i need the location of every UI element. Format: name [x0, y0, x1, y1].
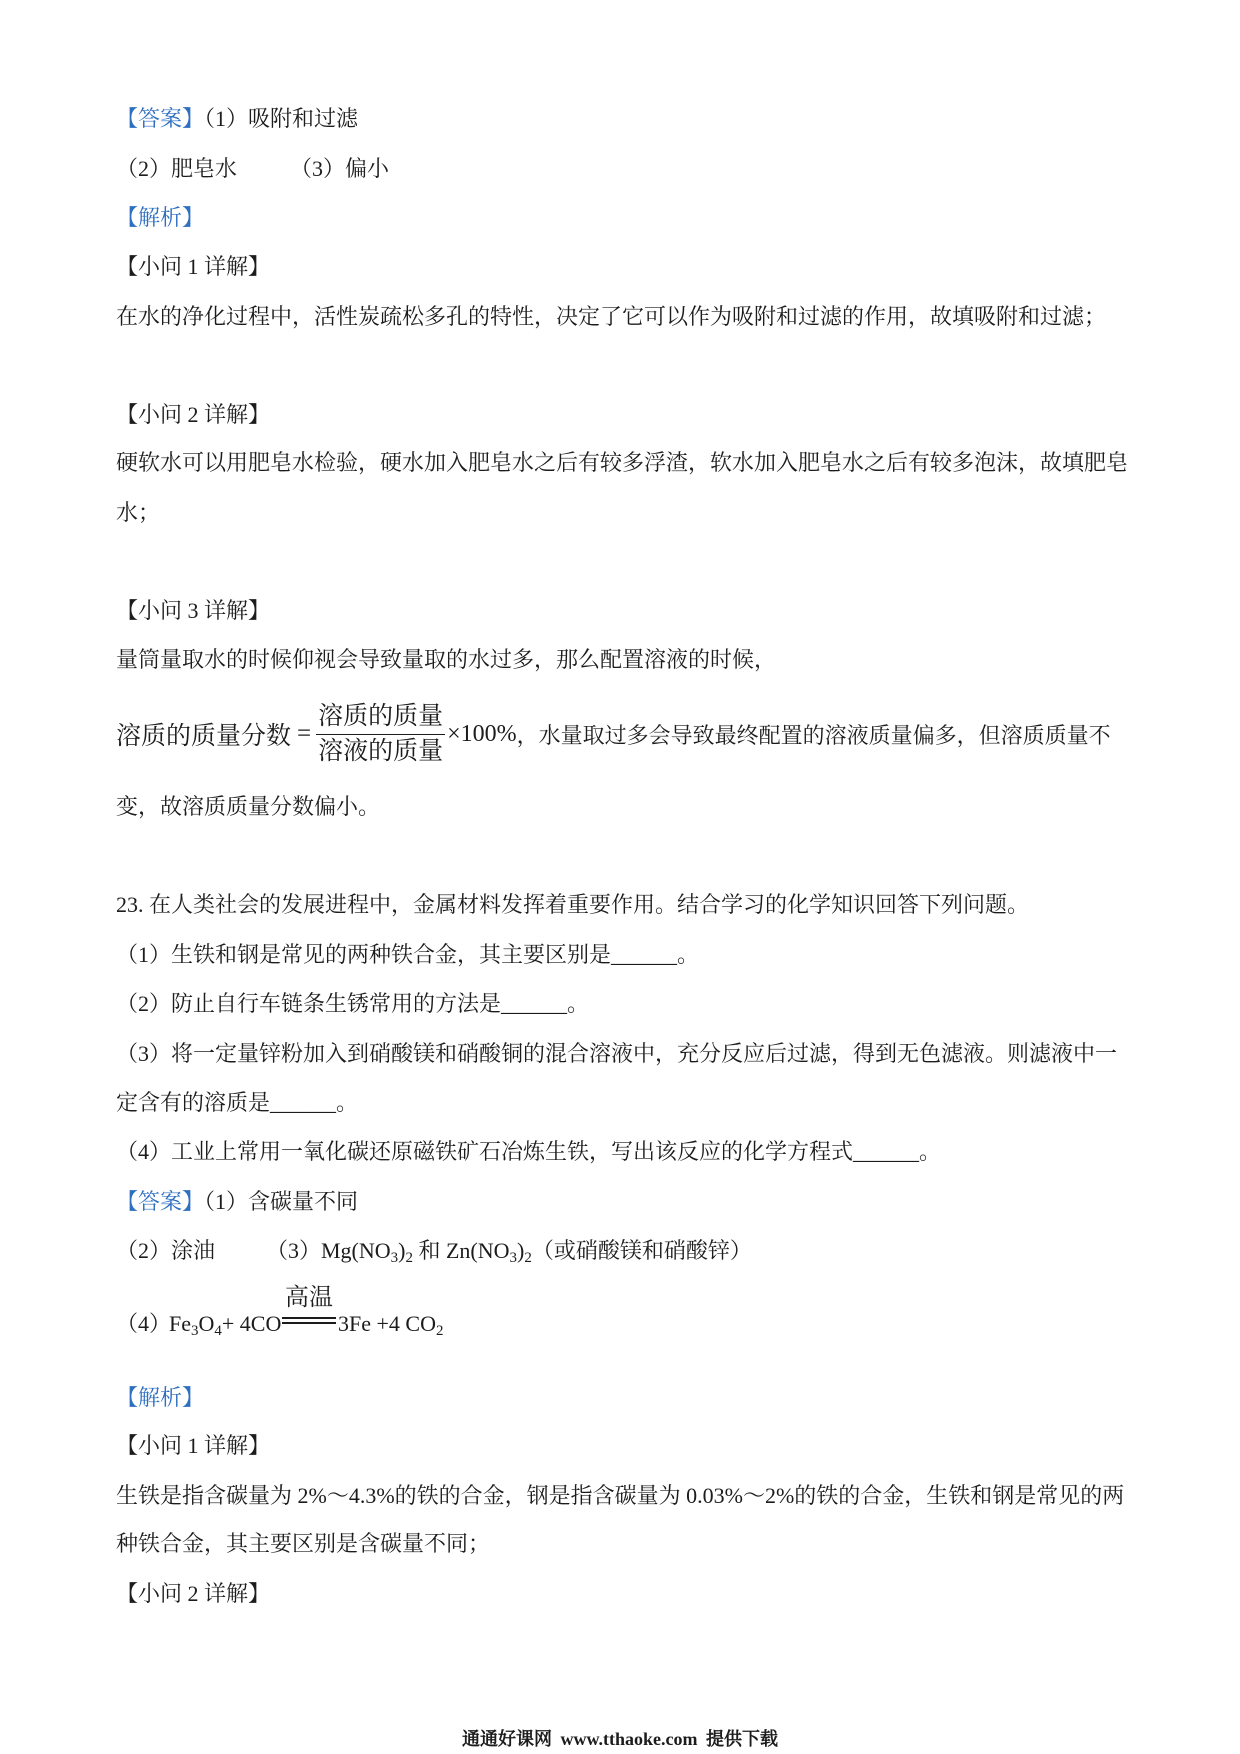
q22-sub3-heading: 【小问 3 详解】	[116, 598, 271, 623]
q22-answer-part2: （2）肥皂水	[116, 156, 238, 181]
equation-double-bar	[282, 1317, 336, 1324]
q23-question-3-line-1: （3）将一定量锌粉加入到硝酸镁和硝酸铜的混合溶液中，充分反应后过滤，得到无色滤液。则滤液中一	[116, 1041, 1118, 1066]
formula-equals: =	[297, 720, 312, 747]
fraction-numerator: 溶质的质量	[316, 701, 445, 735]
q22-answer-part3: （3）偏小	[290, 156, 390, 181]
q23-question-1: （1）生铁和钢是常见的两种铁合金，其主要区别是______。	[116, 942, 700, 967]
q22-sub2-heading: 【小问 2 详解】	[116, 402, 271, 427]
formula-factor: ×100%	[447, 720, 517, 747]
q23-answer-part4-number: （4）	[116, 1311, 172, 1336]
q22-sub1-heading: 【小问 1 详解】	[116, 254, 271, 279]
q22-sub3-text-line-1: 量筒量取水的时候仰视会导致量取的水过多，那么配置溶液的时候，	[116, 647, 777, 672]
answer-label: 【答案】	[116, 106, 205, 131]
q23-sub1-text-line-2: 种铁合金，其主要区别是含碳量不同；	[116, 1531, 491, 1556]
page-footer: 通通好课网 www.tthaoke.com 提供下载	[462, 1729, 778, 1749]
q22-sub1-text: 在水的净化过程中，活性炭疏松多孔的特性，决定了它可以作为吸附和过滤的作用，故填吸附和过滤；	[116, 304, 1107, 329]
equation-condition: 高温	[285, 1285, 333, 1311]
q23-question-2: （2）防止自行车链条生锈常用的方法是______。	[116, 991, 590, 1016]
q23-sub1-text-line-1: 生铁是指含碳量为 2%～4.3%的铁的合金，钢是指含碳量为 0.03%～2%的铁的合金，生铁和钢是常见的两	[116, 1483, 1125, 1508]
q22-sub2-text-line-1: 硬软水可以用肥皂水检验，硬水加入肥皂水之后有较多浮渣，软水加入肥皂水之后有较多泡沫，故填肥皂	[116, 450, 1129, 475]
q23-answer-line-1	[116, 1189, 358, 1215]
mass-fraction-formula	[116, 700, 1111, 768]
q23-question-4: （4）工业上常用一氧化碳还原磁铁矿石冶炼生铁，写出该反应的化学方程式______。	[116, 1139, 942, 1164]
q22-sub3-conclusion: 变，故溶质质量分数偏小。	[116, 794, 381, 819]
analysis-label: 【解析】	[116, 1385, 205, 1410]
q22-sub2-text-line-2: 水；	[116, 500, 161, 525]
q23-stem: 23. 在人类社会的发展进程中，金属材料发挥着重要作用。结合学习的化学知识回答下列问题。	[116, 892, 1030, 917]
analysis-label: 【解析】	[116, 205, 205, 230]
q23-answer-part2: （2）涂油	[116, 1238, 216, 1263]
answer-label: 【答案】	[116, 1189, 205, 1214]
q23-question-3-line-2: 定含有的溶质是______。	[116, 1090, 359, 1115]
formula-trailing-text: ，水量取过多会导致最终配置的溶液质量偏多，但溶质质量不	[516, 722, 1111, 748]
equation-products: 3Fe +4 $CO_2$	[338, 1311, 444, 1340]
q22-answer-line-1	[116, 106, 358, 132]
equation-reactants: $Fe_3O_4+ 4CO$	[169, 1311, 282, 1340]
formula-fraction	[316, 701, 445, 768]
q23-answer-part1: （1）含碳量不同	[204, 1189, 359, 1214]
q23-answer-part3: $(3)Mg(NO_3)_2$ 和 $Zn(NO_3)_2$（或硝酸镁和硝酸锌）	[266, 1238, 752, 1267]
fraction-denominator: 溶液的质量	[318, 737, 444, 765]
q23-sub2-heading: 【小问 2 详解】	[116, 1581, 271, 1606]
formula-lhs: 溶质的质量分数	[116, 723, 292, 750]
q23-sub1-heading: 【小问 1 详解】	[116, 1433, 271, 1458]
q22-answer-part1: （1）吸附和过滤	[204, 106, 359, 131]
